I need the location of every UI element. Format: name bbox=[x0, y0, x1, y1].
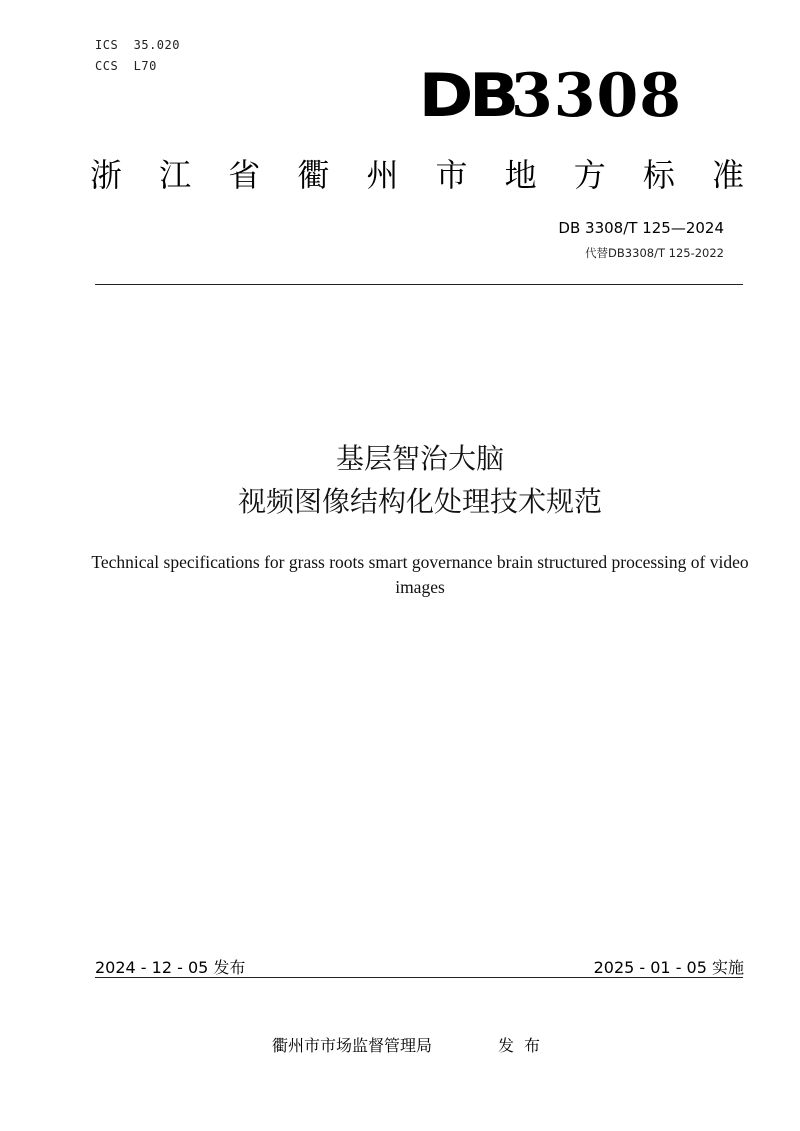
issuer-title bbox=[90, 155, 744, 195]
title-cn-line1: 基层智治大脑 bbox=[335, 442, 504, 475]
bottom-divider bbox=[95, 977, 743, 978]
ccs-code: CCS L70 bbox=[95, 59, 157, 73]
ics-code: ICS 35.020 bbox=[95, 38, 180, 52]
issuer-char: 标 bbox=[642, 156, 675, 194]
db-logo bbox=[419, 61, 682, 131]
issuer-char: 浙 bbox=[90, 156, 123, 194]
db-logo-prefix: DB bbox=[419, 61, 516, 131]
publish-word: 发布 bbox=[498, 1036, 551, 1055]
db-logo-code: 3308 bbox=[511, 61, 682, 131]
standard-replaces: 代替DB3308/T 125-2022 bbox=[585, 246, 724, 260]
top-divider bbox=[95, 284, 743, 285]
issuer-char: 省 bbox=[228, 156, 261, 194]
issuer-char: 市 bbox=[435, 156, 468, 194]
issue-date: 2024 - 12 - 05 发布 bbox=[95, 958, 246, 977]
issuer-char: 江 bbox=[159, 156, 192, 194]
issuer-char: 地 bbox=[504, 156, 537, 194]
issuer-char: 方 bbox=[573, 156, 606, 194]
issuer-char: 衢 bbox=[297, 156, 330, 194]
implementation-date: 2025 - 01 - 05 实施 bbox=[593, 958, 744, 977]
issuer-char: 准 bbox=[711, 156, 744, 194]
issuer-char: 州 bbox=[366, 156, 399, 194]
title-cn-line2: 视频图像结构化处理技术规范 bbox=[237, 485, 602, 518]
title-en: Technical specifications for grass roots smart governance brain structured processing of video images bbox=[91, 552, 749, 597]
standard-number: DB 3308/T 125—2024 bbox=[558, 219, 724, 237]
publisher: 衢州市市场监督管理局 bbox=[272, 1036, 433, 1055]
